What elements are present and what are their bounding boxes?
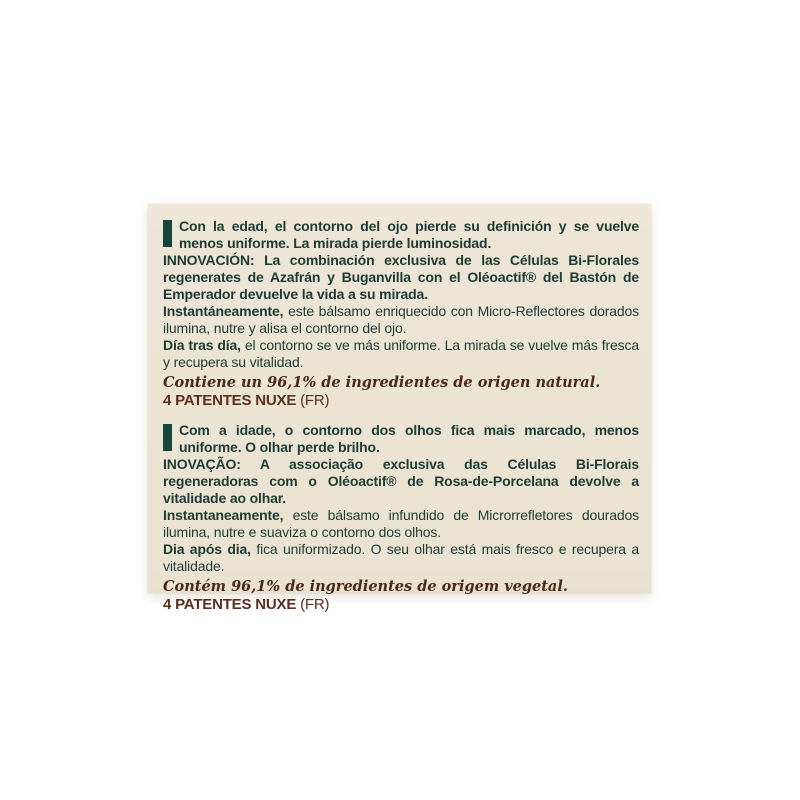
intro-text-es: Con la edad, el contorno del ojo pierde su definición y se vuelve menos uniforme. La mirada pierde luminosidad. — [179, 218, 639, 251]
intro-paragraph-es — [163, 218, 639, 252]
innovation-lead-es: INNOVACIÓN: — [163, 252, 255, 268]
patents-line-pt — [163, 596, 639, 614]
innovation-lead-pt: INOVAÇÃO: — [163, 456, 241, 472]
instant-rest-es: este bálsamo enriquecido con Micro-Reflectores dorados ilumina, nutre y alisa el contorno del ojo. — [163, 303, 639, 336]
patents-line-es — [163, 392, 639, 410]
daily-rest-es: el contorno se ve más uniforme. La mirada se vuelve más fresca y recupera su vitalidad. — [163, 337, 639, 370]
innovation-rest-pt: A associação exclusiva das Células Bi-Florais regeneradoras com o Oléoactif® de Rosa-de-Porcelana devolve a vitalidade ao olhar. — [163, 456, 639, 506]
patents-country-es: (FR) — [300, 392, 330, 409]
paragraph-marker-bar — [163, 424, 172, 451]
daily-lead-es: Día tras día, — [163, 337, 241, 353]
patents-text-pt: 4 PATENTES NUXE — [163, 596, 297, 613]
intro-paragraph-pt — [163, 422, 639, 456]
text-block-portuguese — [163, 422, 639, 614]
daily-effect-paragraph-es — [163, 337, 639, 371]
intro-text-pt: Com a idade, o contorno dos olhos fica mais marcado, menos uniforme. O olhar perde brilho. — [179, 422, 639, 455]
daily-rest-pt: fica uniformizado. O seu olhar está mais fresco e recupera a vitalidade. — [163, 541, 639, 574]
text-block-spanish — [163, 218, 639, 410]
innovation-paragraph-es — [163, 252, 639, 303]
instant-lead-es: Instantáneamente, — [163, 303, 284, 319]
instant-effect-paragraph-pt — [163, 507, 639, 541]
packaging-text-panel — [148, 204, 651, 613]
daily-effect-paragraph-pt — [163, 541, 639, 575]
patents-country-pt: (FR) — [300, 596, 330, 613]
paragraph-marker-bar — [163, 220, 172, 247]
patents-text-es: 4 PATENTES NUXE — [163, 392, 297, 409]
natural-origin-claim-pt: Contém 96,1% de ingredientes de origem vegetal. — [163, 578, 568, 595]
instant-lead-pt: Instantaneamente, — [163, 507, 284, 523]
innovation-paragraph-pt — [163, 456, 639, 507]
innovation-rest-es: La combinación exclusiva de las Células Bi-Florales regenerates de Azafrán y Buganvilla con el Oléoactif® del Bastón de Emperador devuelve la vida a su mirada. — [163, 252, 639, 302]
daily-lead-pt: Dia após dia, — [163, 541, 251, 557]
instant-rest-pt: este bálsamo infundido de Microrrefletores dourados ilumina, nutre e suaviza o contorno dos olhos. — [163, 507, 639, 540]
natural-origin-claim-es: Contiene un 96,1% de ingredientes de origen natural. — [163, 374, 601, 391]
instant-effect-paragraph-es — [163, 303, 639, 337]
